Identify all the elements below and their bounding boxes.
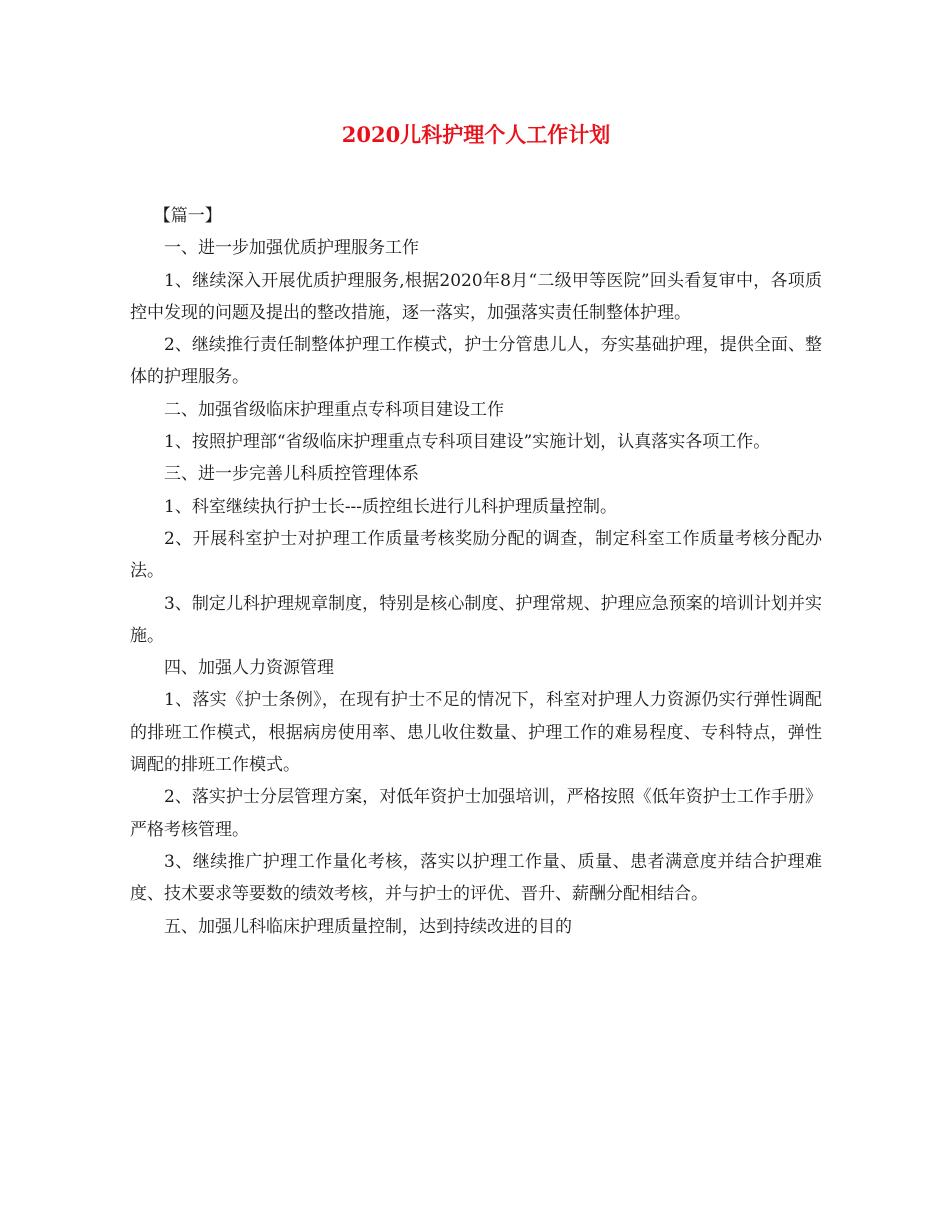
document-title: 2020儿科护理个人工作计划 [341, 122, 611, 147]
paragraph: 1、落实《护士条例》，在现有护士不足的情况下，科室对护理人力资源仍实行弹性调配的排班工作模式，根据病房使用率、患儿收住数量、护理工作的难易程度、专科特点，弹性调配的排班工作模式。 [130, 690, 822, 776]
paragraph: 2、开展科室护士对护理工作质量考核奖励分配的调查，制定科室工作质量考核分配办法。 [130, 528, 822, 582]
section-marker: 【篇一】 [153, 206, 222, 226]
section-heading: 四、加强人力资源管理 [164, 658, 334, 679]
section-heading: 五、加强儿科临床护理质量控制，达到持续改进的目的 [164, 916, 572, 937]
paragraph: 1、按照护理部“省级临床护理重点专科项目建设”实施计划，认真落实各项工作。 [164, 432, 771, 453]
paragraph: 3、继续推广护理工作量化考核，落实以护理工作量、质量、患者满意度并结合护理难度、技术要求等要数的绩效考核，并与护士的评优、晋升、薪酬分配相结合。 [130, 851, 822, 905]
document-body [130, 200, 822, 943]
section-heading: 一、进一步加强优质护理服务工作 [164, 238, 419, 259]
paragraph: 2、继续推行责任制整体护理工作模式，护士分管患儿人，夯实基础护理，提供全面、整体的护理服务。 [130, 335, 822, 388]
paragraph: 3、制定儿科护理规章制度，特别是核心制度、护理常规、护理应急预案的培训计划并实施。 [130, 593, 822, 646]
section-heading: 二、加强省级临床护理重点专科项目建设工作 [164, 399, 504, 420]
section-heading: 三、进一步完善儿科质控管理体系 [164, 464, 419, 485]
paragraph: 1、科室继续执行护士长---质控组长进行儿科护理质量控制。 [164, 496, 618, 517]
paragraph: 1、继续深入开展优质护理服务,根据2020年8月“二级甲等医院”回头看复审中，各项质控中发现的问题及提出的整改措施，逐一落实，加强落实责任制整体护理。 [130, 270, 822, 323]
paragraph: 2、落实护士分层管理方案，对低年资护士加强培训，严格按照《低年资护士工作手册》严格考核管理。 [130, 787, 822, 840]
